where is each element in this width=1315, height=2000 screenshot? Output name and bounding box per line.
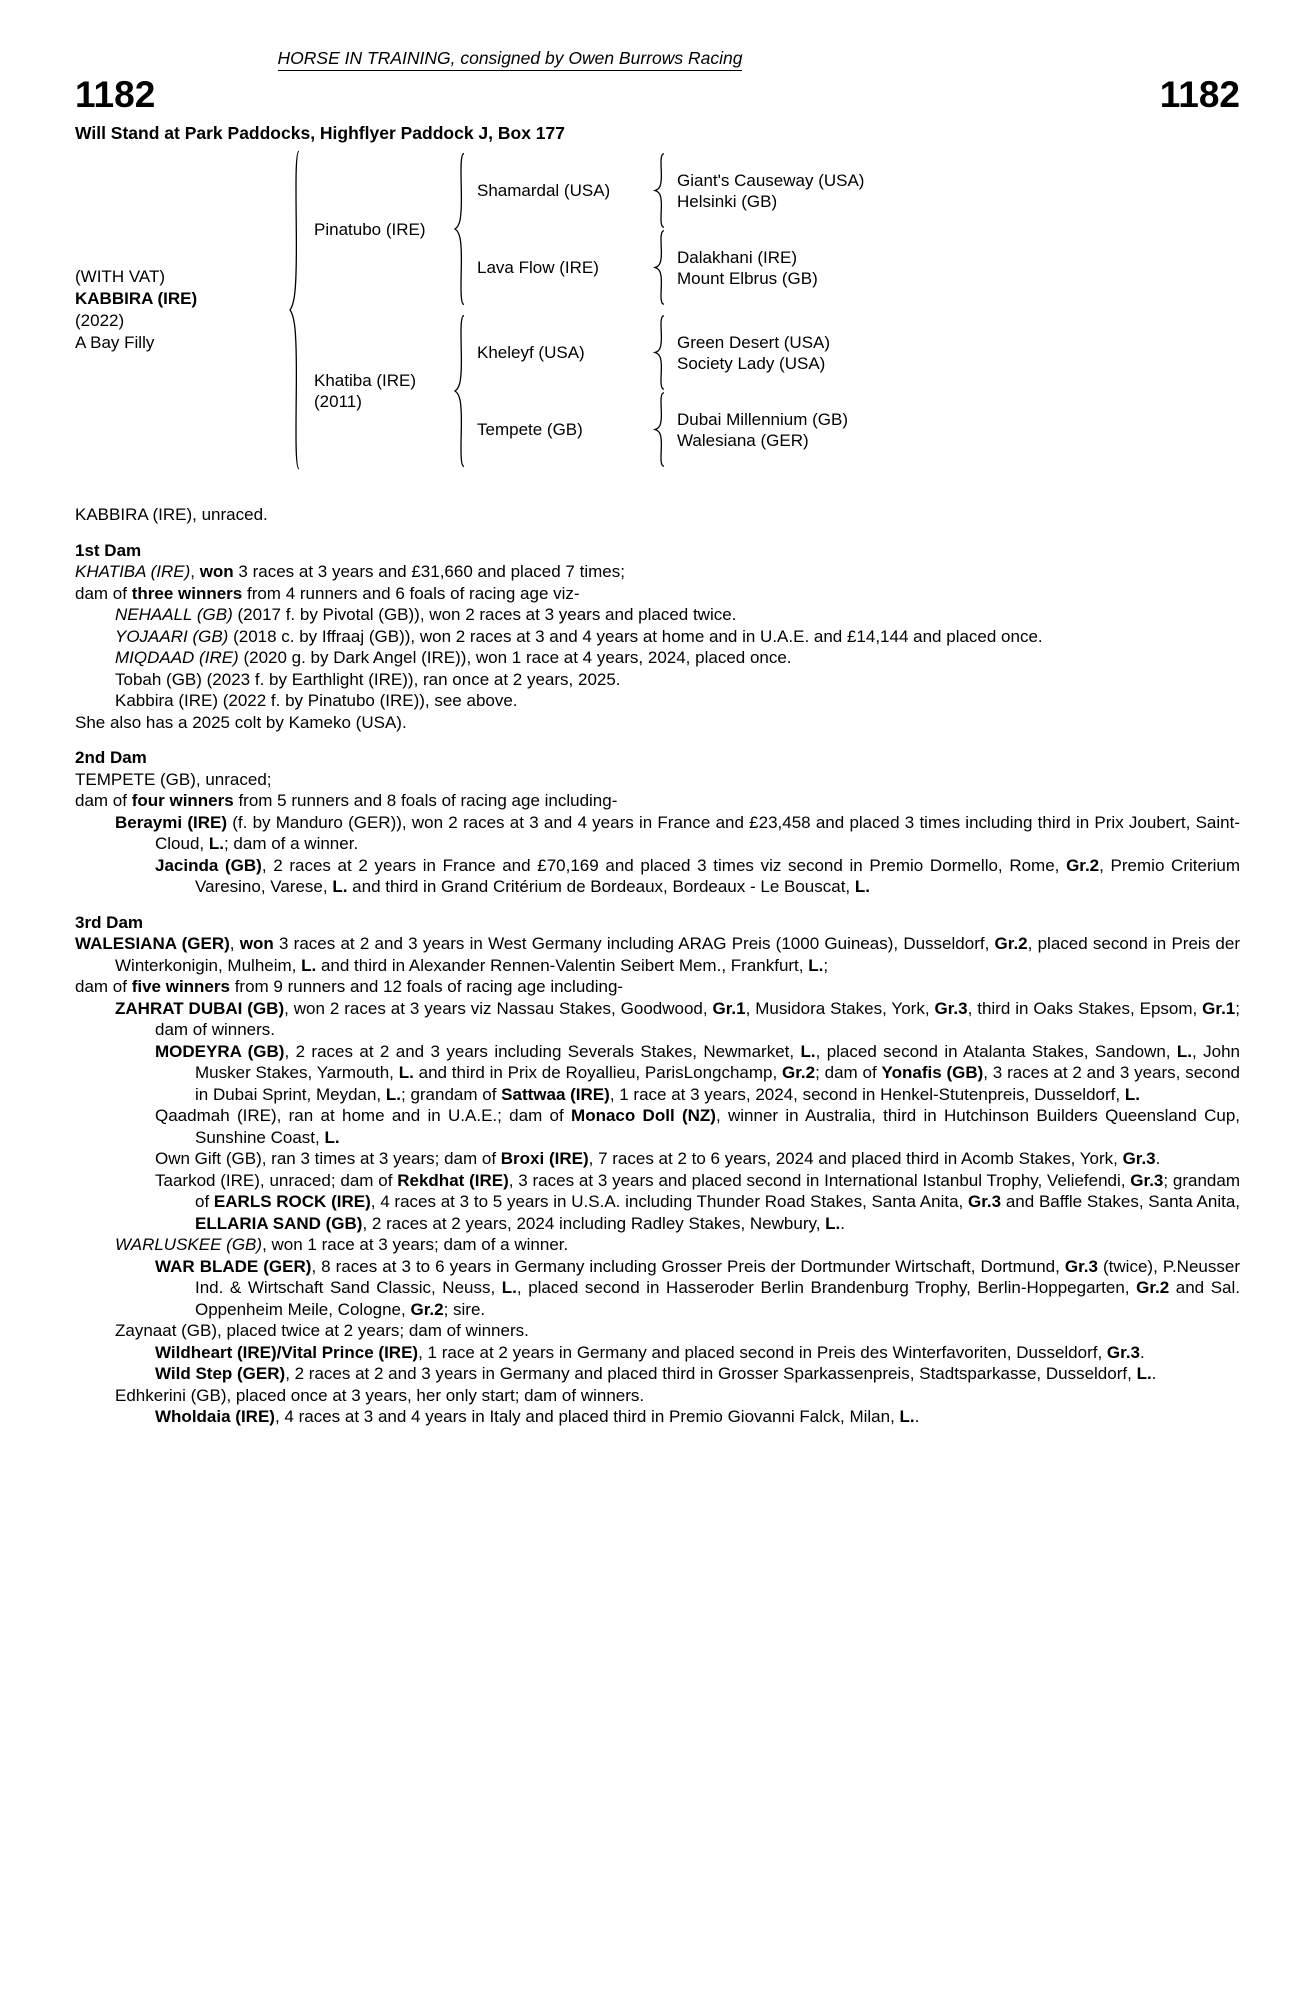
pedigree-paragraph: dam of four winners from 5 runners and 8 foals of racing age including-	[75, 791, 618, 810]
pedigree-paragraph: ZAHRAT DUBAI (GB), won 2 races at 3 years viz Nassau Stakes, Goodwood, Gr.1, Musidora Stakes, York, Gr.3, third in Oaks Stakes, Epsom, Gr.1; dam of winners.	[115, 998, 1240, 1039]
pedigree-paragraph: dam of five winners from 9 runners and 12 foals of racing age including-	[75, 977, 624, 996]
paternal-grandsire-group	[467, 153, 864, 228]
pedigree-paragraph: Jacinda (GB), 2 races at 2 years in France and £70,169 and placed 3 times viz second in Premio Dormello, Rome, Gr.2, Premio Criterium Varesino, Varese, L. and third in Grand Critérium de Bordeaux, Bordeaux - Le Bouscat, L.	[155, 855, 1241, 896]
ancestor-name: Giant's Causeway (USA)	[677, 170, 865, 190]
lot-number-right: 1182	[1159, 74, 1240, 115]
pedigree-paragraph: MIQDAAD (IRE) (2020 g. by Dark Angel (IRE)), won 1 race at 4 years, 2024, placed once.	[115, 648, 792, 667]
pedigree-paragraph: YOJAARI (GB) (2018 c. by Iffraaj (GB)), won 2 races at 3 and 4 years at home and in U.A.E. and £14,144 and placed once.	[115, 626, 1043, 646]
pedigree-paragraph: Beraymi (IRE) (f. by Manduro (GER)), won 2 races at 3 and 4 years in France and £23,458 and placed 3 times including third in Prix Joubert, Saint-Cloud, L.; dam of a winner.	[115, 812, 1240, 853]
pedigree-paragraph: Kabbira (IRE) (2022 f. by Pinatubo (IRE)), see above.	[115, 691, 518, 710]
vat-note: (WITH VAT)	[75, 267, 166, 286]
stand-location-line: Will Stand at Park Paddocks, Highflyer Paddock J, Box 177	[75, 123, 565, 143]
sire-name: Pinatubo (IRE)	[314, 219, 426, 239]
brace-icon	[287, 148, 302, 472]
brace-icon	[652, 315, 667, 390]
maternal-granddam-name: Tempete (GB)	[477, 420, 583, 439]
pedigree-paragraph: Qaadmah (IRE), ran at home and in U.A.E.; dam of Monaco Doll (NZ), winner in Australia, third in Hutchinson Builders Queensland Cup, Sunshine Coast, L.	[155, 1106, 1240, 1147]
generation-3-pair	[667, 170, 864, 212]
pedigree-paragraph: Edhkerini (GB), placed once at 3 years, her only start; dam of winners.	[115, 1385, 645, 1405]
pedigree-paragraph: Wholdaia (IRE), 4 races at 3 and 4 years in Italy and placed third in Premio Giovanni Falck, Milan, L..	[155, 1407, 920, 1426]
pedigree-paragraph: TEMPETE (GB), unraced;	[75, 769, 272, 789]
generation-3-pair	[667, 409, 848, 451]
paternal-granddam-group	[467, 230, 864, 305]
pedigree-paragraph: She also has a 2025 colt by Kameko (USA).	[75, 712, 407, 732]
dam-name: Khatiba (IRE)	[314, 371, 417, 390]
consignor-line: HORSE IN TRAINING, consigned by Owen Burrows Racing	[278, 48, 743, 71]
generation-3-pair	[667, 332, 830, 374]
brace-icon	[452, 152, 467, 306]
dam-group	[302, 314, 864, 468]
pedigree-paragraph: WARLUSKEE (GB), won 1 race at 3 years; dam of a winner.	[115, 1235, 569, 1254]
brace-icon	[452, 314, 467, 468]
pedigree-paragraph: NEHAALL (GB) (2017 f. by Pivotal (GB)), won 2 races at 3 years and placed twice.	[115, 605, 737, 624]
pedigree-paragraph: WALESIANA (GER), won 3 races at 2 and 3 years in West Germany including ARAG Preis (1000 Guineas), Dusseldorf, Gr.2, placed second in Preis der Winterkonigin, Mulheim, L. and third in Alexander Rennen-Valentin Seibert Mem., Frankfurt, L.;	[75, 934, 1240, 975]
dam-sections	[75, 540, 1240, 1428]
pedigree-paragraph: Own Gift (GB), ran 3 times at 3 years; dam of Broxi (IRE), 7 races at 2 to 6 years, 2024 and placed third in Acomb Stakes, York, Gr.3.	[155, 1149, 1161, 1168]
pedigree-paragraph: Taarkod (IRE), unraced; dam of Rekdhat (IRE), 3 races at 3 years and placed second in International Istanbul Trophy, Veliefendi, Gr.3; grandam of EARLS ROCK (IRE), 4 races at 3 to 5 years in U.S.A. including Thunder Road Stakes, Santa Anita, Gr.3 and Baffle Stakes, Santa Anita, ELLARIA SAND (GB), 2 races at 2 years, 2024 including Radley Stakes, Newbury, L..	[155, 1170, 1241, 1233]
dam-year: (2011)	[314, 392, 362, 411]
pedigree-subject	[75, 266, 287, 354]
brace-icon	[652, 392, 667, 467]
ancestor-name: Society Lady (USA)	[677, 353, 826, 373]
paternal-grandsire-name: Shamardal (USA)	[477, 181, 611, 200]
subject-race-record: KABBIRA (IRE), unraced.	[75, 505, 268, 524]
brace-icon	[652, 153, 667, 228]
subject-description: A Bay Filly	[75, 333, 155, 352]
maternal-grandsire-name: Kheleyf (USA)	[477, 343, 585, 362]
lot-number-left: 1182	[75, 74, 156, 115]
ancestor-name: Dalakhani (IRE)	[677, 247, 797, 267]
ancestor-name: Green Desert (USA)	[677, 332, 831, 352]
ancestor-name: Dubai Millennium (GB)	[677, 409, 848, 429]
dam-heading: 2nd Dam	[75, 748, 147, 767]
ancestor-name: Walesiana (GER)	[677, 430, 809, 450]
dam-heading: 3rd Dam	[75, 912, 144, 932]
sire-parents-column	[467, 152, 864, 306]
maternal-grandsire-group	[467, 315, 848, 390]
pedigree-paragraph: KHATIBA (IRE), won 3 races at 3 years and £31,660 and placed 7 times;	[75, 562, 625, 581]
paternal-granddam-name: Lava Flow (IRE)	[477, 258, 599, 277]
pedigree-table	[75, 148, 1240, 472]
pedigree-paragraph: MODEYRA (GB), 2 races at 2 and 3 years including Severals Stakes, Newmarket, L., placed second in Atalanta Stakes, Sandown, L., John Musker Stakes, Yarmouth, L. and third in Prix de Royallieu, ParisLongchamp, Gr.2; dam of Yonafis (GB), 3 races at 2 and 3 years, second in Dubai Sprint, Meydan, L.; grandam of Sattwaa (IRE), 1 race at 3 years, 2024, second in Henkel-Stutenpreis, Dusseldorf, L.	[155, 1041, 1241, 1104]
pedigree-paragraph: Wild Step (GER), 2 races at 2 and 3 years in Germany and placed third in Grosser Sparkassenpreis, Stadtsparkasse, Dusseldorf, L..	[155, 1364, 1157, 1383]
pedigree-paragraph: Tobah (GB) (2023 f. by Earthlight (IRE)), ran once at 2 years, 2025.	[115, 669, 621, 689]
ancestor-name: Mount Elbrus (GB)	[677, 268, 818, 288]
generation-3-pair	[667, 247, 818, 289]
pedigree-paragraph: Wildheart (IRE)/Vital Prince (IRE), 1 race at 2 years in Germany and placed second in Preis des Winterfavoriten, Dusseldorf, Gr.3.	[155, 1342, 1145, 1362]
sire-group	[302, 152, 864, 306]
subject-name: KABBIRA (IRE)	[75, 289, 198, 308]
maternal-granddam-group	[467, 392, 848, 467]
lot-number-row	[75, 76, 1240, 113]
pedigree-paragraph: WAR BLADE (GER), 8 races at 3 to 6 years in Germany including Grosser Preis der Dortmunder Wirtschaft, Dortmund, Gr.3 (twice), P.Neusser Ind. & Wirtschaft Sand Classic, Neuss, L., placed second in Hasseroder Berlin Brandenburg Trophy, Berlin-Hoppegarten, Gr.2 and Sal. Oppenheim Meile, Cologne, Gr.2; sire.	[155, 1256, 1240, 1319]
subject-year: (2022)	[75, 311, 125, 330]
pedigree-paragraph: Zaynaat (GB), placed twice at 2 years; dam of winners.	[115, 1321, 529, 1340]
generation-1-column	[302, 148, 864, 472]
dam-heading: 1st Dam	[75, 540, 142, 560]
brace-icon	[652, 230, 667, 305]
dam-name-cell	[302, 370, 452, 412]
ancestor-name: Helsinki (GB)	[677, 191, 778, 211]
consignor-header	[75, 48, 945, 71]
pedigree-paragraph: dam of three winners from 4 runners and 6 foals of racing age viz-	[75, 583, 580, 603]
dam-parents-column	[467, 314, 848, 468]
